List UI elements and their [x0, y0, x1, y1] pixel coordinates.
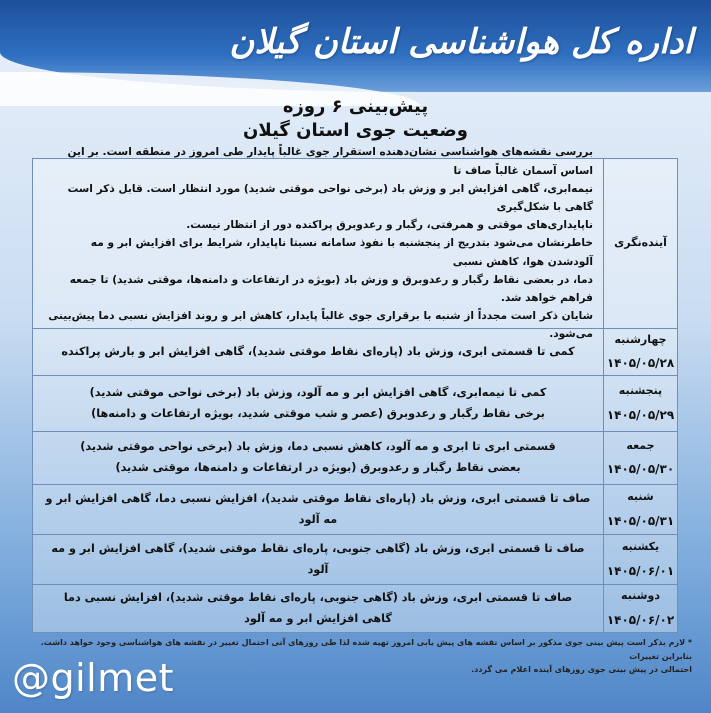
day-cell	[603, 376, 677, 430]
forecast-line: بعضی نقاط رگبار و رعدوبرق (بویژه در ارتفاعات و دامنه‌ها، موقتی شدید)	[115, 460, 521, 474]
forecast-text	[33, 329, 603, 375]
day-date: ۱۴۰۵/۰۵/۲۸	[606, 356, 675, 371]
table-row	[33, 485, 677, 535]
table-row	[33, 329, 677, 376]
day-cell	[603, 585, 677, 632]
day-date: ۱۴۰۵/۰۵/۳۰	[606, 462, 675, 477]
day-cell	[603, 535, 677, 584]
forecast-text	[33, 376, 603, 430]
day-name: چهارشنبه	[614, 332, 667, 346]
day-name: یکشنبه	[621, 540, 660, 554]
forecast-line: صاف تا قسمتی ابری، وزش باد (گاهی جنوبی، پاره‌ای نقاط موقتی شدید)، گاهی افزایش ابر و مه آلود	[51, 541, 585, 576]
social-handle: @gilmet	[12, 656, 175, 700]
day-cell	[603, 432, 677, 484]
forecast-line: کمی تا نیمه‌ابری، گاهی افزایش ابر و مه آلود، وزش باد (برخی نواحی موقتی شدید)	[89, 385, 547, 399]
day-date: ۱۴۰۵/۰۶/۰۲	[606, 612, 675, 627]
footnote-line: احتمالی در پیش بینی جوی روزهای آینده اعلام می گردد.	[471, 665, 692, 675]
footnote-line: * لازم بذکر است پیش بینی جوی مذکور بر اساس نقشه های پیش یابی امروز تهیه شده لذا طی روزهای آتی احتمال تغییر در نقشه های هواشناسی وجود خواهد داشت. بنابراین تغییرات	[40, 638, 692, 661]
day-name: دوشنبه	[621, 589, 660, 603]
forecast-line: قسمتی ابری تا ابری و مه آلود، کاهش نسبی دما، وزش باد (برخی نواحی موقتی شدید)	[80, 440, 556, 454]
day-name: جمعه	[626, 438, 655, 452]
table-row	[33, 585, 677, 632]
outlook-line: ناپایداری‌های موقتی و همرفتی، رگبار و رعدوبرق پراکنده دور از انتظار نیست.	[186, 219, 593, 232]
outlook-label: آینده‌نگری	[603, 159, 677, 328]
day-date: ۱۴۰۵/۰۵/۲۹	[606, 407, 675, 422]
forecast-line: صاف تا قسمتی ابری، وزش باد (پاره‌ای نقاط موقتی شدید)، افزایش نسبی دما، گاهی افزایش ابر و مه آلود	[45, 491, 591, 526]
table-row	[33, 535, 677, 585]
forecast-text	[33, 432, 603, 484]
outlook-line: نیمه‌ابری، گاهی افزایش ابر و وزش باد (برخی نواحی موقتی شدید) مورد انتظار است. قابل ذکر است گاهی با شکل‌گیری	[67, 182, 593, 213]
day-name: شنبه	[627, 490, 654, 504]
day-cell	[603, 485, 677, 534]
forecast-text	[33, 535, 603, 584]
forecast-line: گاهی افزایش ابر و مه آلود	[244, 611, 392, 625]
forecast-line: کمی تا قسمتی ابری، وزش باد (پاره‌ای نقاط موقتی شدید)، گاهی افزایش ابر و بارش پراکنده	[61, 344, 575, 358]
forecast-text	[33, 485, 603, 534]
outlook-line: خاطرنشان می‌شود بتدریج از پنجشنبه با نفوذ سامانه نسبتا ناپایدار، شرایط برای افزایش ابر و مه آلودشدن هوا، کاهش نسبی	[90, 237, 593, 268]
forecast-line: برخی نقاط رگبار و رعدوبرق (عصر و شب موقتی شدید، بویژه ارتفاعات و دامنه‌ها)	[91, 406, 545, 420]
outlook-line: بررسی نقشه‌های هواشناسی نشان‌دهنده استقرار جوی غالباً پایدار طی امروز در منطقه است. بر این اساس آسمان غالباً صاف تا	[67, 146, 593, 177]
day-date: ۱۴۰۵/۰۵/۳۱	[606, 513, 675, 528]
page-subtitle: وضعیت جوی استان گیلان	[243, 120, 468, 141]
outlook-line: دما، در بعضی نقاط رگبار و رعدوبرق و وزش باد (بویژه در ارتفاعات و دامنه‌ها، موقتی شدید) تا جمعه فراهم خواهد شد.	[69, 273, 593, 305]
forecast-line: صاف تا قسمتی ابری، وزش باد (گاهی جنوبی، پاره‌ای نقاط موقتی شدید)، افزایش نسبی دما	[63, 590, 573, 604]
page-title: پیش‌بینی ۶ روزه	[282, 96, 429, 117]
day-cell	[603, 329, 677, 375]
forecast-text	[33, 585, 603, 632]
day-date: ۱۴۰۵/۰۶/۰۱	[606, 563, 675, 578]
outlook-text	[33, 146, 603, 341]
org-name: اداره کل هواشناسی استان گیلان	[229, 22, 693, 62]
day-name: پنجشنبه	[618, 384, 663, 398]
forecast-table	[32, 146, 678, 633]
table-row	[33, 432, 677, 485]
outlook-line: شایان ذکر است مجدداً از شنبه با برقراری جوی غالباً پایدار، کاهش ابر و روند افزایش نسبی دما پیش‌بینی می‌شود.	[48, 310, 593, 341]
table-row	[33, 376, 677, 431]
